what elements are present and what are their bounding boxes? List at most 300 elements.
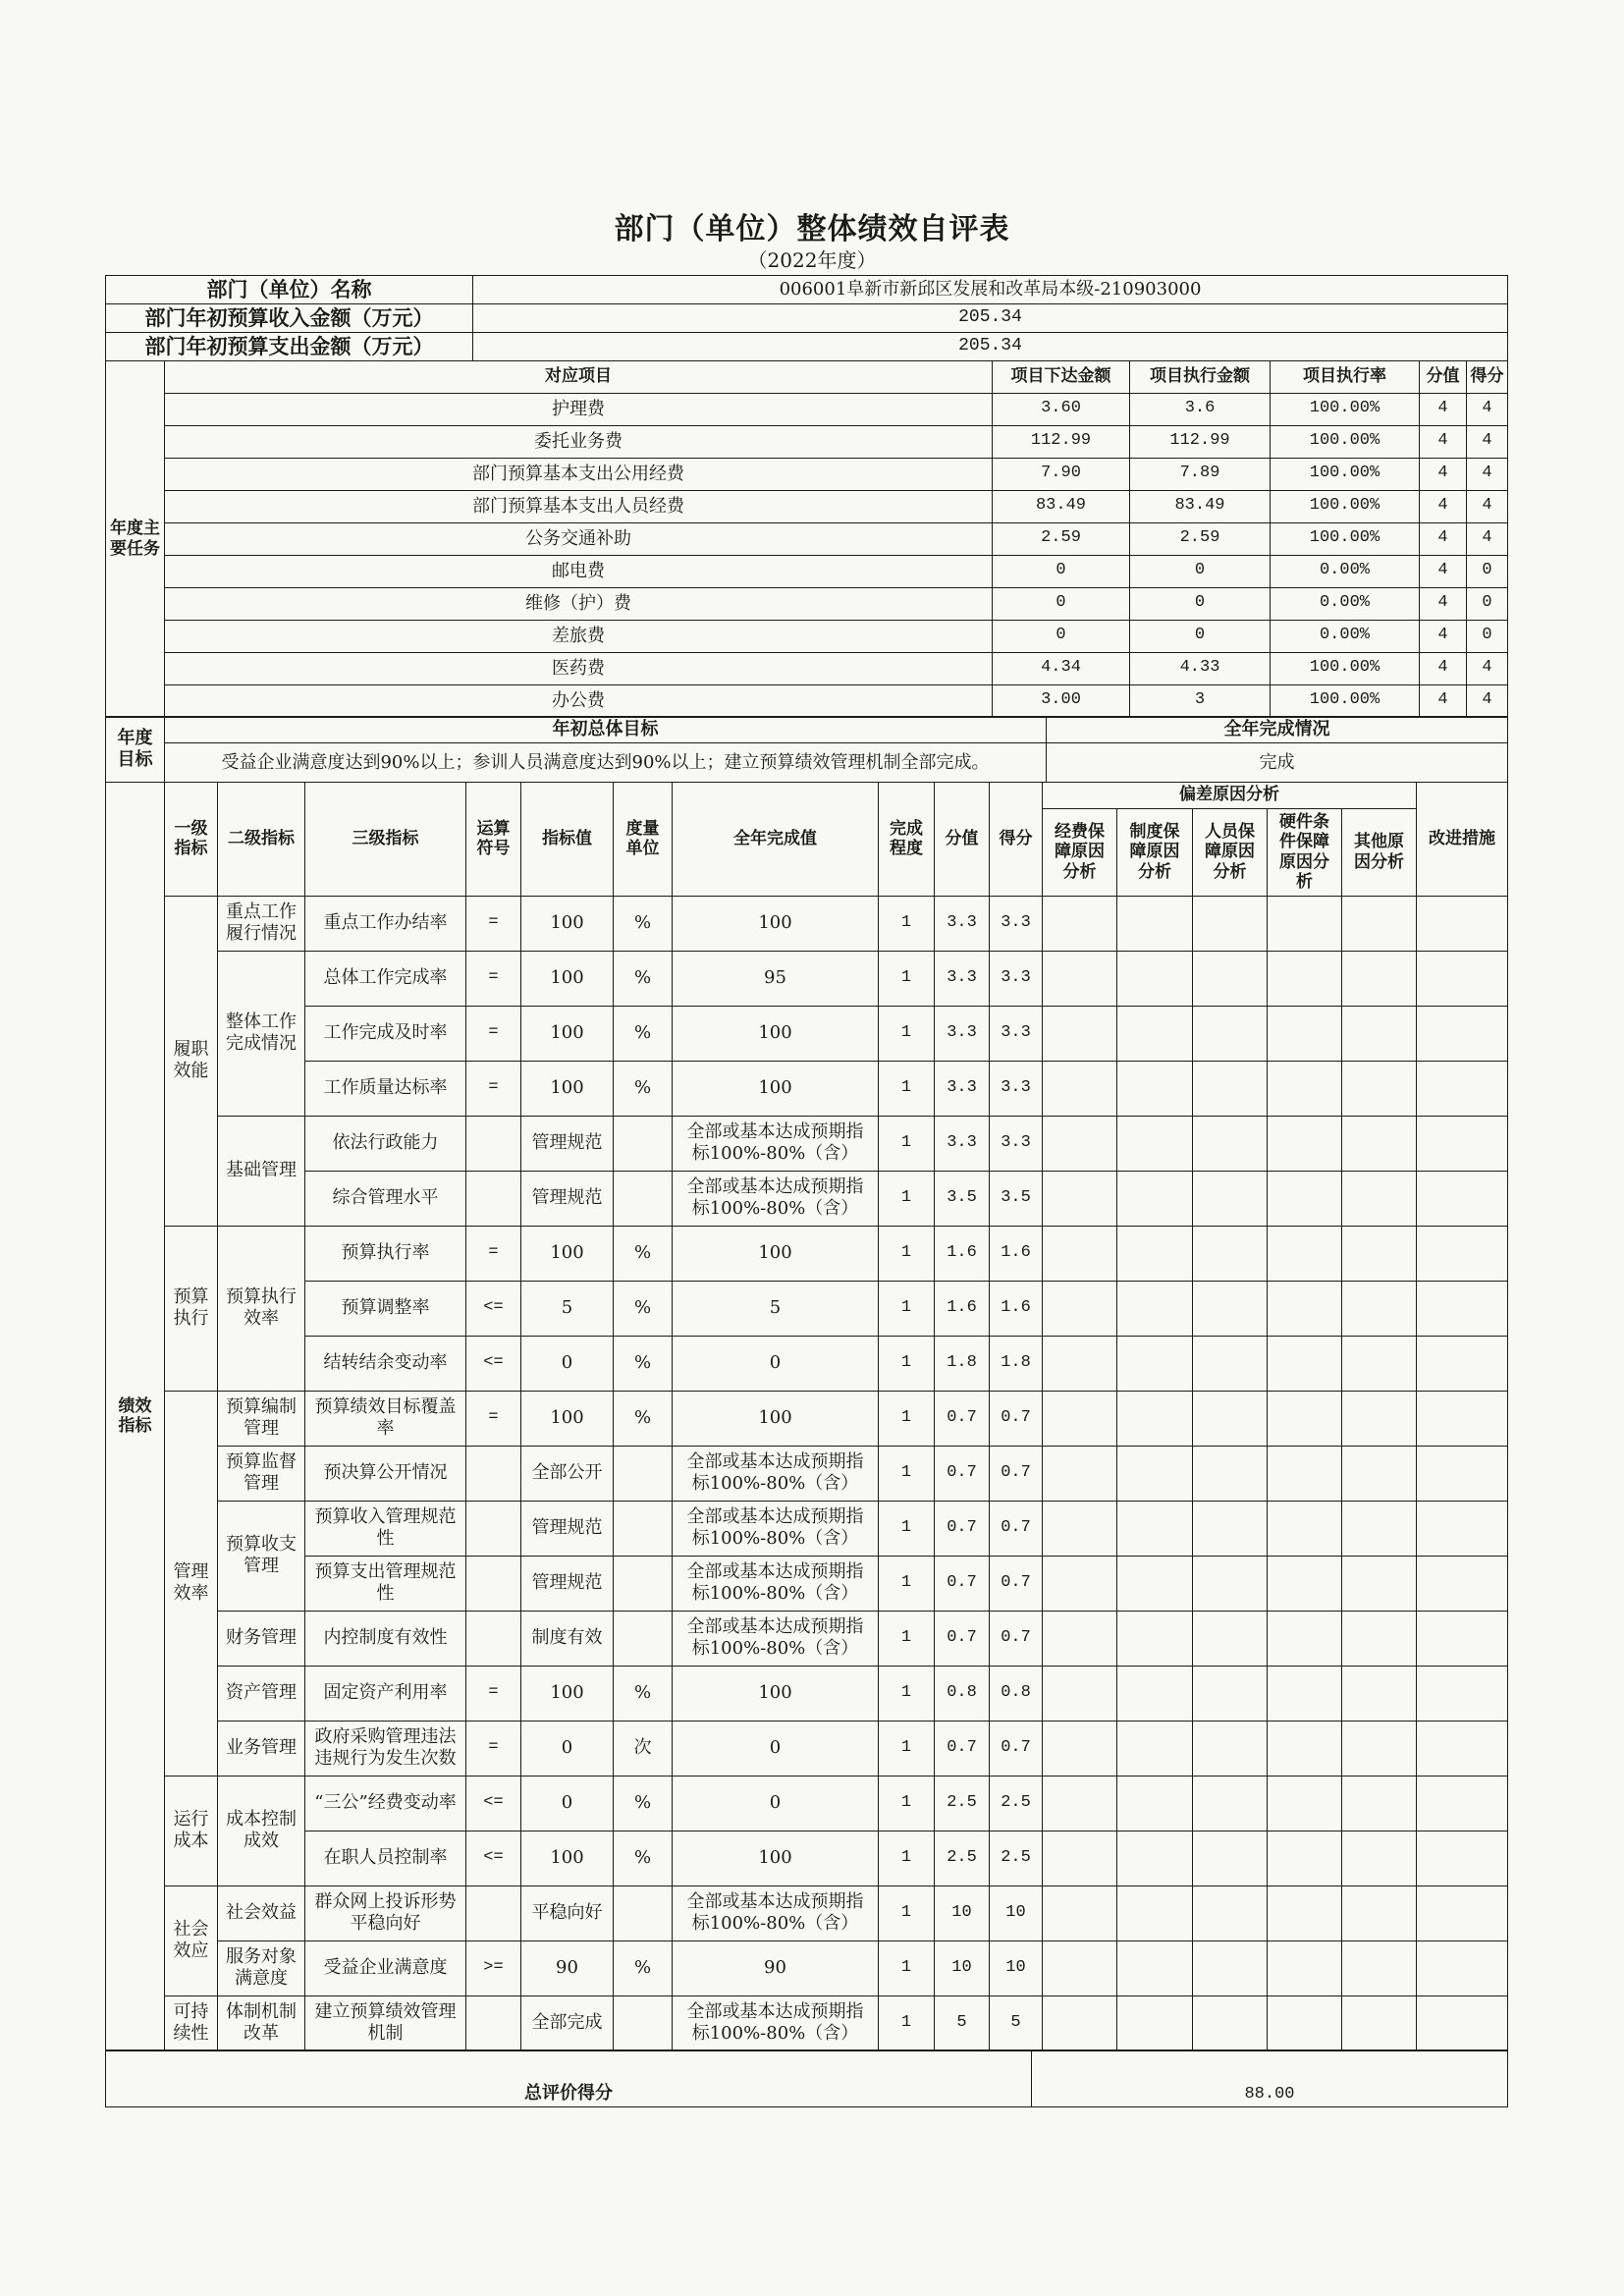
actual-cell: 0 [673, 1721, 879, 1776]
unit-cell [614, 1611, 673, 1666]
deviation-analysis-cell [1342, 1666, 1417, 1721]
target-cell: 管理规范 [521, 1556, 614, 1611]
score-cell: 3.3 [990, 896, 1043, 951]
actual-cell: 100 [673, 1666, 879, 1721]
deviation-analysis-cell [1043, 1006, 1117, 1061]
deviation-analysis-cell [1268, 1226, 1342, 1281]
indicator-row [106, 1116, 1508, 1171]
score-value-cell: 3.3 [935, 951, 990, 1006]
deviation-analysis-cell [1268, 1336, 1342, 1391]
unit-cell: % [614, 1006, 673, 1061]
degree-cell: 1 [879, 1501, 935, 1556]
degree-cell: 1 [879, 1556, 935, 1611]
operator-cell: <= [466, 1336, 521, 1391]
task-item-cell: 公务交通补助 [165, 522, 993, 555]
deviation-analysis-cell [1043, 1556, 1117, 1611]
degree-cell: 1 [879, 1941, 935, 1995]
deviation-analysis-cell [1117, 1226, 1193, 1281]
score-cell: 0.8 [990, 1666, 1043, 1721]
degree-cell: 1 [879, 1995, 935, 2050]
deviation-analysis-cell [1193, 1886, 1268, 1941]
task-item-cell: 委托业务费 [165, 425, 993, 458]
score-value-cell: 0.7 [935, 1501, 990, 1556]
task-allocated-cell: 2.59 [993, 522, 1130, 555]
improvement-measure-cell [1417, 951, 1508, 1006]
indicator-row [106, 1556, 1508, 1611]
score-cell: 0.7 [990, 1501, 1043, 1556]
actual-cell: 0 [673, 1336, 879, 1391]
deviation-analysis-cell [1342, 1886, 1417, 1941]
degree-cell: 1 [879, 1666, 935, 1721]
degree-cell: 1 [879, 1391, 935, 1446]
operator-cell [466, 1446, 521, 1501]
task-score-cell: 4 [1467, 458, 1508, 490]
level2-cell: 资产管理 [218, 1666, 305, 1721]
task-rate-cell: 100.00% [1271, 652, 1420, 684]
performance-indicators-table [105, 782, 1508, 2051]
degree-cell: 1 [879, 1336, 935, 1391]
deviation-analysis-cell [1043, 1501, 1117, 1556]
deviation-analysis-cell [1193, 1501, 1268, 1556]
task-rate-cell: 0.00% [1271, 620, 1420, 652]
deviation-analysis-cell [1342, 1226, 1417, 1281]
unit-cell [614, 1446, 673, 1501]
evaluation-form [105, 275, 1507, 2107]
unit-cell [614, 1116, 673, 1171]
task-score-cell: 4 [1467, 393, 1508, 425]
total-score-value: 88.00 [1032, 2050, 1508, 2107]
score-cell: 1.6 [990, 1281, 1043, 1336]
target-cell: 100 [521, 1226, 614, 1281]
task-executed-cell: 7.89 [1130, 458, 1271, 490]
operator-cell: = [466, 896, 521, 951]
score-value-cell: 0.8 [935, 1666, 990, 1721]
target-cell: 0 [521, 1336, 614, 1391]
unit-cell: % [614, 1391, 673, 1446]
actual-header: 全年完成值 [673, 782, 879, 896]
page-title: 部门（单位）整体绩效自评表 [614, 212, 1010, 246]
target-cell: 100 [521, 1006, 614, 1061]
deviation-analysis-cell [1268, 1391, 1342, 1446]
improvement-measure-cell [1417, 1171, 1508, 1226]
improvement-measure-cell [1417, 1666, 1508, 1721]
task-score-cell: 0 [1467, 555, 1508, 587]
score-cell: 3.3 [990, 951, 1043, 1006]
degree-cell: 1 [879, 1886, 935, 1941]
task-item-cell: 办公费 [165, 684, 993, 717]
level2-cell: 基础管理 [218, 1116, 305, 1226]
level3-cell: 依法行政能力 [305, 1116, 466, 1171]
task-item-cell: 部门预算基本支出人员经费 [165, 490, 993, 522]
deviation-analysis-cell [1117, 1501, 1193, 1556]
level3-cell: 固定资产利用率 [305, 1666, 466, 1721]
degree-cell: 1 [879, 1006, 935, 1061]
indicators-section-label: 绩效指标 [106, 782, 165, 2050]
score-value-cell: 1.6 [935, 1226, 990, 1281]
level2-cell: 预算收支管理 [218, 1501, 305, 1611]
degree-cell: 1 [879, 1611, 935, 1666]
deviation-analysis-cell [1268, 1776, 1342, 1831]
score-value-cell: 10 [935, 1886, 990, 1941]
operator-cell [466, 1171, 521, 1226]
target-header: 指标值 [521, 782, 614, 896]
level3-cell: 预算调整率 [305, 1281, 466, 1336]
task-executed-cell: 0 [1130, 555, 1271, 587]
task-executed-cell: 0 [1130, 587, 1271, 620]
annual-tasks-table [105, 360, 1508, 718]
degree-cell: 1 [879, 951, 935, 1006]
score-value-cell: 2.5 [935, 1831, 990, 1886]
deviation-analysis-cell [1342, 1941, 1417, 1995]
deviation-analysis-cell [1043, 1721, 1117, 1776]
task-allocated-cell: 0 [993, 620, 1130, 652]
task-allocated-cell: 83.49 [993, 490, 1130, 522]
deviation-analysis-cell [1268, 1556, 1342, 1611]
improvement-measure-cell [1417, 1226, 1508, 1281]
deviation-analysis-cell [1043, 1776, 1117, 1831]
level3-cell: 预决算公开情况 [305, 1446, 466, 1501]
score-value-cell: 0.7 [935, 1556, 990, 1611]
target-cell: 100 [521, 1391, 614, 1446]
degree-cell: 1 [879, 1446, 935, 1501]
improvement-measure-cell [1417, 1446, 1508, 1501]
target-cell: 平稳向好 [521, 1886, 614, 1941]
task-score-cell: 4 [1467, 490, 1508, 522]
annual-goals-table [105, 716, 1508, 783]
actual-cell: 100 [673, 896, 879, 951]
improvement-measure-cell [1417, 1061, 1508, 1116]
actual-cell: 全部或基本达成预期指标100%-80%（含） [673, 1995, 879, 2050]
deviation-analysis-header: 偏差原因分析 [1043, 782, 1417, 808]
target-cell: 0 [521, 1721, 614, 1776]
level2-cell: 财务管理 [218, 1611, 305, 1666]
deviation-analysis-cell [1117, 1831, 1193, 1886]
improvement-measure-cell [1417, 1721, 1508, 1776]
actual-cell: 0 [673, 1776, 879, 1831]
task-executed-cell: 112.99 [1130, 425, 1271, 458]
task-row [106, 652, 1508, 684]
actual-cell: 全部或基本达成预期指标100%-80%（含） [673, 1556, 879, 1611]
operator-cell [466, 1556, 521, 1611]
operator-cell: = [466, 1061, 521, 1116]
system-reason-header: 制度保障原因分析 [1117, 808, 1193, 896]
deviation-analysis-cell [1117, 1886, 1193, 1941]
deviation-analysis-cell [1268, 1171, 1342, 1226]
unit-cell [614, 1171, 673, 1226]
task-rate-cell: 0.00% [1271, 587, 1420, 620]
deviation-analysis-cell [1117, 1721, 1193, 1776]
degree-cell: 1 [879, 1226, 935, 1281]
deviation-analysis-cell [1117, 1391, 1193, 1446]
target-cell: 100 [521, 896, 614, 951]
deviation-analysis-cell [1268, 1501, 1342, 1556]
level3-cell: 总体工作完成率 [305, 951, 466, 1006]
deviation-analysis-cell [1117, 1611, 1193, 1666]
level2-cell: 成本控制成效 [218, 1776, 305, 1886]
deviation-analysis-cell [1117, 1776, 1193, 1831]
score-cell: 10 [990, 1886, 1043, 1941]
task-rate-cell: 100.00% [1271, 490, 1420, 522]
deviation-analysis-cell [1342, 1171, 1417, 1226]
deviation-analysis-cell [1193, 1831, 1268, 1886]
indicator-row [106, 1226, 1508, 1281]
level1-cell: 履职效能 [165, 896, 218, 1226]
score-value-cell: 0.7 [935, 1391, 990, 1446]
dept-name-value: 006001阜新市新邱区发展和改革局本级-210903000 [473, 276, 1508, 304]
level1-header: 一级指标 [165, 782, 218, 896]
score-cell: 3.5 [990, 1171, 1043, 1226]
task-row [106, 425, 1508, 458]
task-executed-cell: 3 [1130, 684, 1271, 717]
score-cell: 2.5 [990, 1776, 1043, 1831]
task-score-value-cell: 4 [1420, 522, 1467, 555]
task-rate-cell: 100.00% [1271, 522, 1420, 555]
level2-cell: 业务管理 [218, 1721, 305, 1776]
level1-cell: 社会效应 [165, 1886, 218, 1995]
level2-cell: 预算执行效率 [218, 1226, 305, 1391]
deviation-analysis-cell [1193, 1556, 1268, 1611]
improvement-measure-cell [1417, 1116, 1508, 1171]
score-value-cell: 3.3 [935, 896, 990, 951]
improvement-measure-cell [1417, 1941, 1508, 1995]
deviation-analysis-cell [1193, 1281, 1268, 1336]
level2-header: 二级指标 [218, 782, 305, 896]
funding-reason-header: 经费保障原因分析 [1043, 808, 1117, 896]
deviation-analysis-cell [1342, 1446, 1417, 1501]
deviation-analysis-cell [1268, 1611, 1342, 1666]
target-cell: 100 [521, 951, 614, 1006]
task-item-cell: 维修（护）费 [165, 587, 993, 620]
target-cell: 100 [521, 1061, 614, 1116]
deviation-analysis-cell [1268, 1886, 1342, 1941]
task-score-cell: 4 [1467, 684, 1508, 717]
target-cell: 100 [521, 1831, 614, 1886]
indicator-row [106, 1446, 1508, 1501]
indicator-row [106, 1886, 1508, 1941]
score-value-cell: 0.7 [935, 1721, 990, 1776]
indicator-row [106, 1061, 1508, 1116]
task-rate-cell: 100.00% [1271, 393, 1420, 425]
task-score-cell: 4 [1467, 652, 1508, 684]
deviation-analysis-cell [1117, 951, 1193, 1006]
task-row [106, 555, 1508, 587]
deviation-analysis-cell [1193, 1666, 1268, 1721]
actual-cell: 95 [673, 951, 879, 1006]
deviation-analysis-cell [1342, 1006, 1417, 1061]
task-score-value-cell: 4 [1420, 490, 1467, 522]
deviation-analysis-cell [1342, 951, 1417, 1006]
target-cell: 5 [521, 1281, 614, 1336]
unit-cell: % [614, 1061, 673, 1116]
operator-cell [466, 1501, 521, 1556]
deviation-analysis-cell [1268, 1995, 1342, 2050]
target-cell: 制度有效 [521, 1611, 614, 1666]
indicator-row [106, 1995, 1508, 2050]
level3-cell: 建立预算绩效管理机制 [305, 1995, 466, 2050]
tasks-header-row [106, 360, 1508, 393]
target-cell: 全部公开 [521, 1446, 614, 1501]
indicator-row [106, 1336, 1508, 1391]
target-cell: 100 [521, 1666, 614, 1721]
task-allocated-cell: 7.90 [993, 458, 1130, 490]
deviation-analysis-cell [1043, 1226, 1117, 1281]
deviation-analysis-cell [1117, 896, 1193, 951]
score-cell: 3.3 [990, 1006, 1043, 1061]
unit-cell [614, 1556, 673, 1611]
score-cell: 0.7 [990, 1391, 1043, 1446]
indicator-row [106, 1941, 1508, 1995]
operator-cell [466, 1886, 521, 1941]
task-score-value-cell: 4 [1420, 684, 1467, 717]
actual-cell: 5 [673, 1281, 879, 1336]
task-executed-cell: 4.33 [1130, 652, 1271, 684]
level3-cell: 预算绩效目标覆盖率 [305, 1391, 466, 1446]
deviation-analysis-cell [1043, 1611, 1117, 1666]
actual-cell: 100 [673, 1006, 879, 1061]
indicator-row [106, 1776, 1508, 1831]
score-value-header: 分值 [935, 782, 990, 896]
score-value-cell: 1.6 [935, 1281, 990, 1336]
task-score-cell: 4 [1467, 522, 1508, 555]
task-item-cell: 邮电费 [165, 555, 993, 587]
deviation-analysis-cell [1342, 1391, 1417, 1446]
improvement-measure-cell [1417, 1281, 1508, 1336]
goals-section-label: 年度目标 [106, 717, 165, 783]
deviation-analysis-cell [1268, 951, 1342, 1006]
unit-cell [614, 1995, 673, 2050]
score-cell: 1.6 [990, 1226, 1043, 1281]
deviation-analysis-cell [1268, 1831, 1342, 1886]
operator-cell: <= [466, 1776, 521, 1831]
goals-header-row [106, 717, 1508, 743]
deviation-analysis-cell [1342, 1995, 1417, 2050]
completion-header: 全年完成情况 [1047, 717, 1508, 743]
deviation-analysis-cell [1193, 1776, 1268, 1831]
deviation-analysis-cell [1043, 951, 1117, 1006]
initial-goal-header: 年初总体目标 [165, 717, 1047, 743]
actual-cell: 90 [673, 1941, 879, 1995]
target-cell: 90 [521, 1941, 614, 1995]
score-value-cell: 3.5 [935, 1171, 990, 1226]
unit-cell: % [614, 1666, 673, 1721]
operator-cell [466, 1611, 521, 1666]
deviation-analysis-cell [1342, 1336, 1417, 1391]
indicator-row [106, 1281, 1508, 1336]
improvement-measure-cell [1417, 1391, 1508, 1446]
actual-cell: 全部或基本达成预期指标100%-80%（含） [673, 1611, 879, 1666]
target-cell: 0 [521, 1776, 614, 1831]
deviation-analysis-cell [1193, 1006, 1268, 1061]
unit-cell [614, 1886, 673, 1941]
deviation-analysis-cell [1117, 1116, 1193, 1171]
indicator-row [106, 1666, 1508, 1721]
operator-cell: = [466, 1006, 521, 1061]
operator-cell: = [466, 1391, 521, 1446]
deviation-analysis-cell [1268, 1116, 1342, 1171]
level3-cell: 工作质量达标率 [305, 1061, 466, 1116]
level2-cell: 社会效益 [218, 1886, 305, 1941]
hardware-reason-header: 硬件条件保障原因分析 [1268, 808, 1342, 896]
budget-income-row [106, 304, 1508, 333]
budget-income-value: 205.34 [473, 304, 1508, 333]
year-subtitle: （2022年度） [747, 248, 877, 272]
deviation-analysis-cell [1193, 896, 1268, 951]
deviation-analysis-cell [1043, 1391, 1117, 1446]
deviation-analysis-cell [1193, 1061, 1268, 1116]
task-row [106, 620, 1508, 652]
level3-cell: 预算支出管理规范性 [305, 1556, 466, 1611]
budget-expense-label: 部门年初预算支出金额（万元） [106, 333, 473, 361]
indicator-row [106, 1501, 1508, 1556]
deviation-analysis-cell [1043, 1336, 1117, 1391]
deviation-analysis-cell [1043, 1446, 1117, 1501]
deviation-analysis-cell [1117, 1995, 1193, 2050]
executed-amount-header: 项目执行金额 [1130, 360, 1271, 393]
deviation-analysis-cell [1043, 1666, 1117, 1721]
unit-cell: % [614, 1941, 673, 1995]
level3-cell: 在职人员控制率 [305, 1831, 466, 1886]
deviation-analysis-cell [1043, 1886, 1117, 1941]
task-allocated-cell: 3.60 [993, 393, 1130, 425]
level3-header: 三级指标 [305, 782, 466, 896]
level2-cell: 整体工作完成情况 [218, 951, 305, 1116]
target-cell: 管理规范 [521, 1116, 614, 1171]
level3-cell: 预算执行率 [305, 1226, 466, 1281]
task-score-cell: 4 [1467, 425, 1508, 458]
task-row [106, 587, 1508, 620]
level1-cell: 运行成本 [165, 1776, 218, 1886]
operator-header: 运算符号 [466, 782, 521, 896]
operator-cell: = [466, 1721, 521, 1776]
score-value-header: 分值 [1420, 360, 1467, 393]
deviation-analysis-cell [1193, 951, 1268, 1006]
improvement-measure-cell [1417, 1831, 1508, 1886]
improvement-measure-cell [1417, 1776, 1508, 1831]
task-item-cell: 差旅费 [165, 620, 993, 652]
task-score-value-cell: 4 [1420, 555, 1467, 587]
deviation-analysis-cell [1268, 1061, 1342, 1116]
task-row [106, 393, 1508, 425]
level1-cell: 预算执行 [165, 1226, 218, 1391]
task-score-value-cell: 4 [1420, 458, 1467, 490]
unit-cell: 次 [614, 1721, 673, 1776]
deviation-analysis-cell [1193, 1226, 1268, 1281]
deviation-analysis-cell [1043, 1281, 1117, 1336]
operator-cell: = [466, 1666, 521, 1721]
indicator-row [106, 896, 1508, 951]
actual-cell: 100 [673, 1226, 879, 1281]
score-header: 得分 [990, 782, 1043, 896]
task-allocated-cell: 0 [993, 587, 1130, 620]
deviation-analysis-cell [1117, 1281, 1193, 1336]
deviation-analysis-cell [1268, 1006, 1342, 1061]
allocated-amount-header: 项目下达金额 [993, 360, 1130, 393]
deviation-analysis-cell [1117, 1336, 1193, 1391]
deviation-analysis-cell [1342, 1501, 1417, 1556]
level1-cell: 可持续性 [165, 1995, 218, 2050]
task-row [106, 522, 1508, 555]
operator-cell: = [466, 1226, 521, 1281]
unit-header: 度量单位 [614, 782, 673, 896]
degree-cell: 1 [879, 1831, 935, 1886]
improvement-measure-cell [1417, 1556, 1508, 1611]
indicator-row [106, 1611, 1508, 1666]
improvement-measure-cell [1417, 1886, 1508, 1941]
actual-cell: 100 [673, 1391, 879, 1446]
task-allocated-cell: 3.00 [993, 684, 1130, 717]
task-score-value-cell: 4 [1420, 587, 1467, 620]
task-allocated-cell: 112.99 [993, 425, 1130, 458]
